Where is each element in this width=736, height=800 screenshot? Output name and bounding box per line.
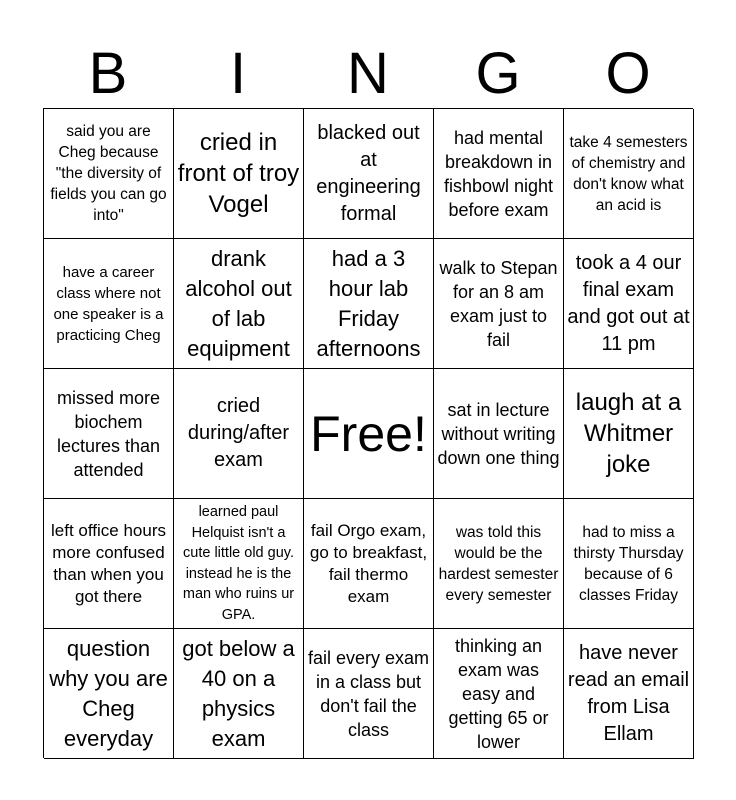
bingo-cell[interactable] [174, 499, 304, 629]
bingo-cell[interactable] [44, 109, 174, 239]
cell-text: have a career class where not one speaker is a practicing Cheg [53, 263, 164, 344]
bingo-header [43, 40, 693, 108]
cell-text: left office hours more confused than when you got there [51, 520, 166, 606]
bingo-cell[interactable] [564, 499, 694, 629]
bingo-cell[interactable] [564, 629, 694, 759]
bingo-cell[interactable] [434, 629, 564, 759]
cell-text: have never read an email from Lisa Ellam [567, 641, 690, 745]
bingo-cell[interactable] [174, 629, 304, 759]
header-letter-n: N [347, 41, 389, 106]
bingo-cell[interactable] [304, 109, 434, 239]
cell-text: walk to Stepan for an 8 am exam just to fail [439, 257, 558, 350]
bingo-cell[interactable] [44, 239, 174, 369]
bingo-cell[interactable] [434, 109, 564, 239]
bingo-cell[interactable] [174, 239, 304, 369]
cell-text: was told this would be the hardest semester every semester [438, 523, 559, 604]
bingo-cell-free[interactable] [304, 369, 434, 499]
cell-text: fail Orgo exam, go to breakfast, fail thermo exam [309, 520, 428, 606]
bingo-cell[interactable] [44, 629, 174, 759]
cell-text: sat in lecture without writing down one thing [437, 399, 560, 468]
cell-text: fail every exam in a class but don't fail the class [307, 647, 430, 740]
header-letter-b: B [88, 41, 128, 106]
cell-text: question why you are Cheg everyday [49, 635, 168, 751]
bingo-card-grid [43, 108, 693, 758]
cell-text: missed more biochem lectures than attended [56, 387, 161, 480]
bingo-cell[interactable] [174, 369, 304, 499]
cell-text: cried in front of troy Vogel [177, 129, 300, 218]
header-letter-o: O [605, 41, 651, 106]
bingo-cell[interactable] [434, 369, 564, 499]
cell-text: learned paul Helquist isn't a cute little old guy. instead he is the man who ruins ur GPA. [182, 504, 295, 623]
cell-text: took a 4 our final exam and got out at 11 pm [567, 251, 690, 355]
cell-text: take 4 semesters of chemistry and don't know what an acid is [569, 133, 688, 214]
bingo-cell[interactable] [174, 109, 304, 239]
bingo-cell[interactable] [564, 109, 694, 239]
cell-text: blacked out at engineering formal [316, 121, 421, 225]
cell-text: got below a 40 on a physics exam [182, 635, 295, 751]
free-space-text: Free! [310, 405, 427, 462]
header-letter-g: G [475, 41, 521, 106]
cell-text: drank alcohol out of lab equipment [185, 245, 292, 361]
cell-text: had to miss a thirsty Thursday because of 6 classes Friday [573, 523, 684, 604]
bingo-cell[interactable] [304, 499, 434, 629]
bingo-cell[interactable] [44, 499, 174, 629]
header-letter-i: I [229, 41, 247, 106]
bingo-cell[interactable] [434, 499, 564, 629]
bingo-cell[interactable] [304, 629, 434, 759]
bingo-cell[interactable] [564, 239, 694, 369]
bingo-cell[interactable] [44, 369, 174, 499]
cell-text: had mental breakdown in fishbowl night before exam [443, 127, 554, 220]
cell-text: laugh at a Whitmer joke [575, 389, 682, 478]
bingo-cell[interactable] [304, 239, 434, 369]
cell-text: cried during/after exam [187, 395, 290, 471]
bingo-cell[interactable] [434, 239, 564, 369]
cell-text: had a 3 hour lab Friday afternoons [316, 245, 421, 361]
bingo-cell[interactable] [564, 369, 694, 499]
cell-text: thinking an exam was easy and getting 65 or lower [448, 635, 549, 752]
cell-text: said you are Cheg because "the diversity of fields you can go into" [50, 123, 167, 224]
